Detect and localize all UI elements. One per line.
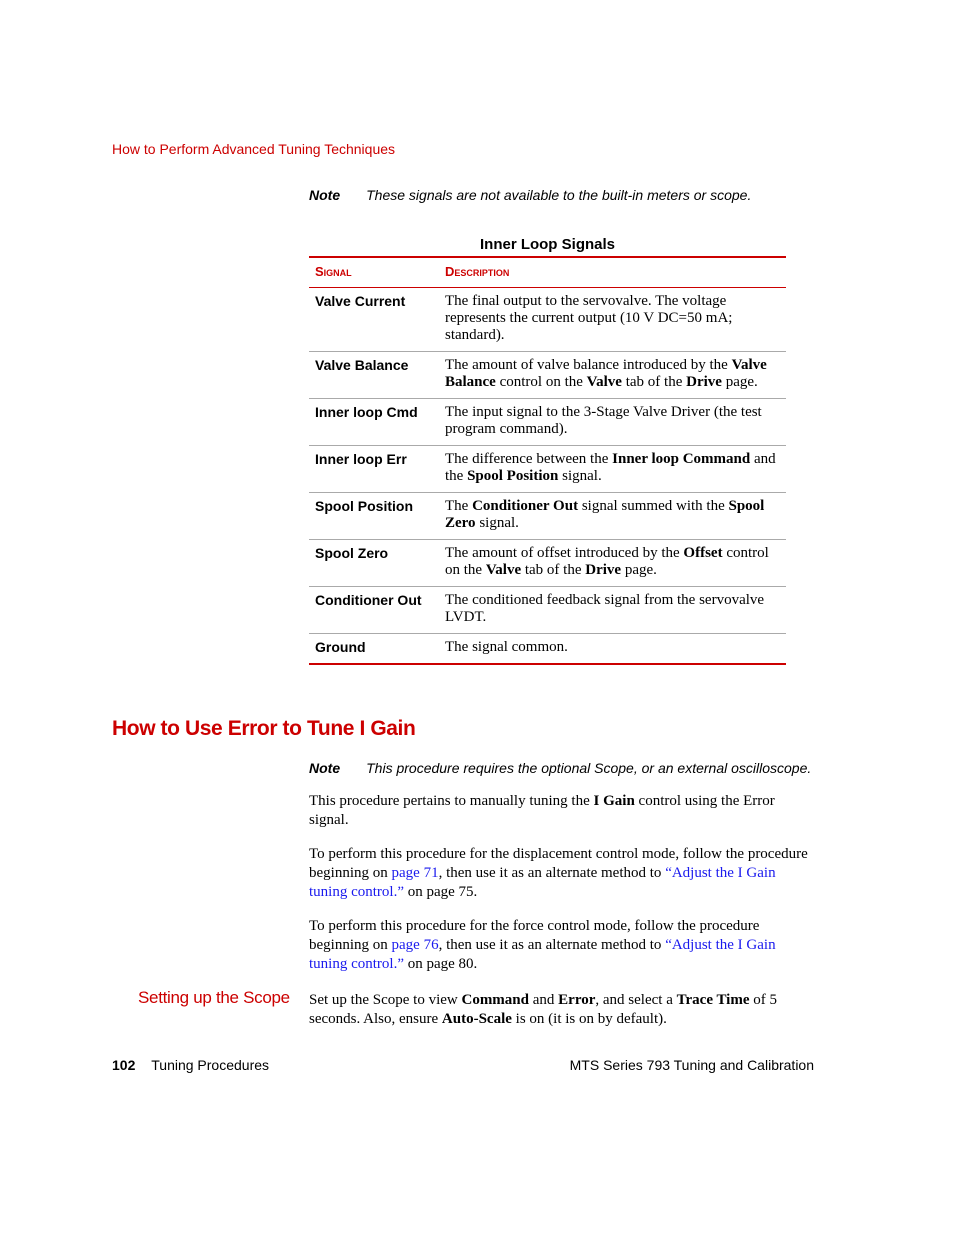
column-header-description: Description — [439, 257, 786, 288]
signal-description: The signal common. — [445, 639, 568, 655]
note-label: Note — [309, 187, 341, 203]
note-signals — [309, 187, 751, 205]
signal-name: Valve Current — [309, 288, 439, 352]
table-row — [309, 493, 786, 540]
footer-left — [112, 1057, 269, 1073]
table-row — [309, 288, 786, 352]
table-title: Inner Loop Signals — [479, 236, 615, 253]
paragraph-force: To perform this procedure for the force control mode, follow the procedure beginning on page 76, then use it as an alternate method to “Adjust the I Gain tuning control.” on page 80. — [309, 918, 776, 972]
link-adjust-i-gain[interactable]: “Adjust the I Gain tuning control.” — [309, 865, 776, 900]
signal-name: Valve Balance — [309, 352, 439, 399]
table-row — [309, 587, 786, 634]
running-head: How to Perform Advanced Tuning Techniques — [112, 141, 396, 157]
inner-loop-signals-table — [309, 256, 786, 665]
page-number: 102 — [112, 1057, 136, 1073]
column-header-signal: Signal — [309, 257, 439, 288]
table-header-row — [309, 257, 786, 288]
note-procedure — [309, 760, 811, 778]
signal-name: Spool Position — [309, 493, 439, 540]
signal-name: Spool Zero — [309, 540, 439, 587]
table-row — [309, 540, 786, 587]
signal-name: Inner loop Cmd — [309, 399, 439, 446]
signal-name: Inner loop Err — [309, 446, 439, 493]
table-row — [309, 399, 786, 446]
signal-name: Ground — [315, 639, 366, 655]
table-row — [309, 446, 786, 493]
signal-description: The amount of valve balance introduced by the Valve Balance control on the Valve tab of the Drive page. — [439, 352, 786, 399]
footer-book-title: MTS Series 793 Tuning and Calibration — [569, 1057, 814, 1073]
table-row — [309, 634, 786, 665]
link-page-76[interactable]: page 76 — [391, 937, 439, 953]
chapter-name: Tuning Procedures — [151, 1057, 270, 1073]
signal-description: The amount of offset introduced by the Offset control on the Valve tab of the Drive page. — [439, 540, 786, 587]
signal-description: The difference between the Inner loop Command and the Spool Position signal. — [439, 446, 786, 493]
signal-description: The conditioned feedback signal from the servovalve LVDT. — [439, 587, 786, 634]
link-adjust-i-gain[interactable]: “Adjust the I Gain tuning control.” — [309, 937, 776, 972]
signal-description: The final output to the servovalve. The voltage represents the current output (10 V DC=50 mA; standard). — [439, 288, 786, 352]
signal-description: The Conditioner Out signal summed with the Spool Zero signal. — [439, 493, 786, 540]
paragraph-scope-setup: Set up the Scope to view Command and Error, and select a Trace Time of 5 seconds. Also, ensure Auto-Scale is on (it is on by default). — [309, 992, 778, 1027]
note-text: These signals are not available to the built-in meters or scope. — [366, 187, 752, 203]
note-text: This procedure requires the optional Scope, or an external oscilloscope. — [366, 760, 812, 776]
section-title: How to Use Error to Tune I Gain — [112, 717, 416, 740]
note-label: Note — [309, 760, 341, 776]
signal-description: The input signal to the 3-Stage Valve Driver (the test program command). — [439, 399, 786, 446]
link-page-71[interactable]: page 71 — [391, 865, 439, 881]
table-row — [309, 352, 786, 399]
signal-name: Conditioner Out — [309, 587, 439, 634]
paragraph-displacement: To perform this procedure for the displacement control mode, follow the procedure beginning on page 71, then use it as an alternate method to “Adjust the I Gain tuning control.” on page 75. — [309, 846, 808, 900]
paragraph-intro: This procedure pertains to manually tuning the I Gain control using the Error signal. — [309, 793, 775, 828]
subsection-title: Setting up the Scope — [138, 988, 290, 1007]
